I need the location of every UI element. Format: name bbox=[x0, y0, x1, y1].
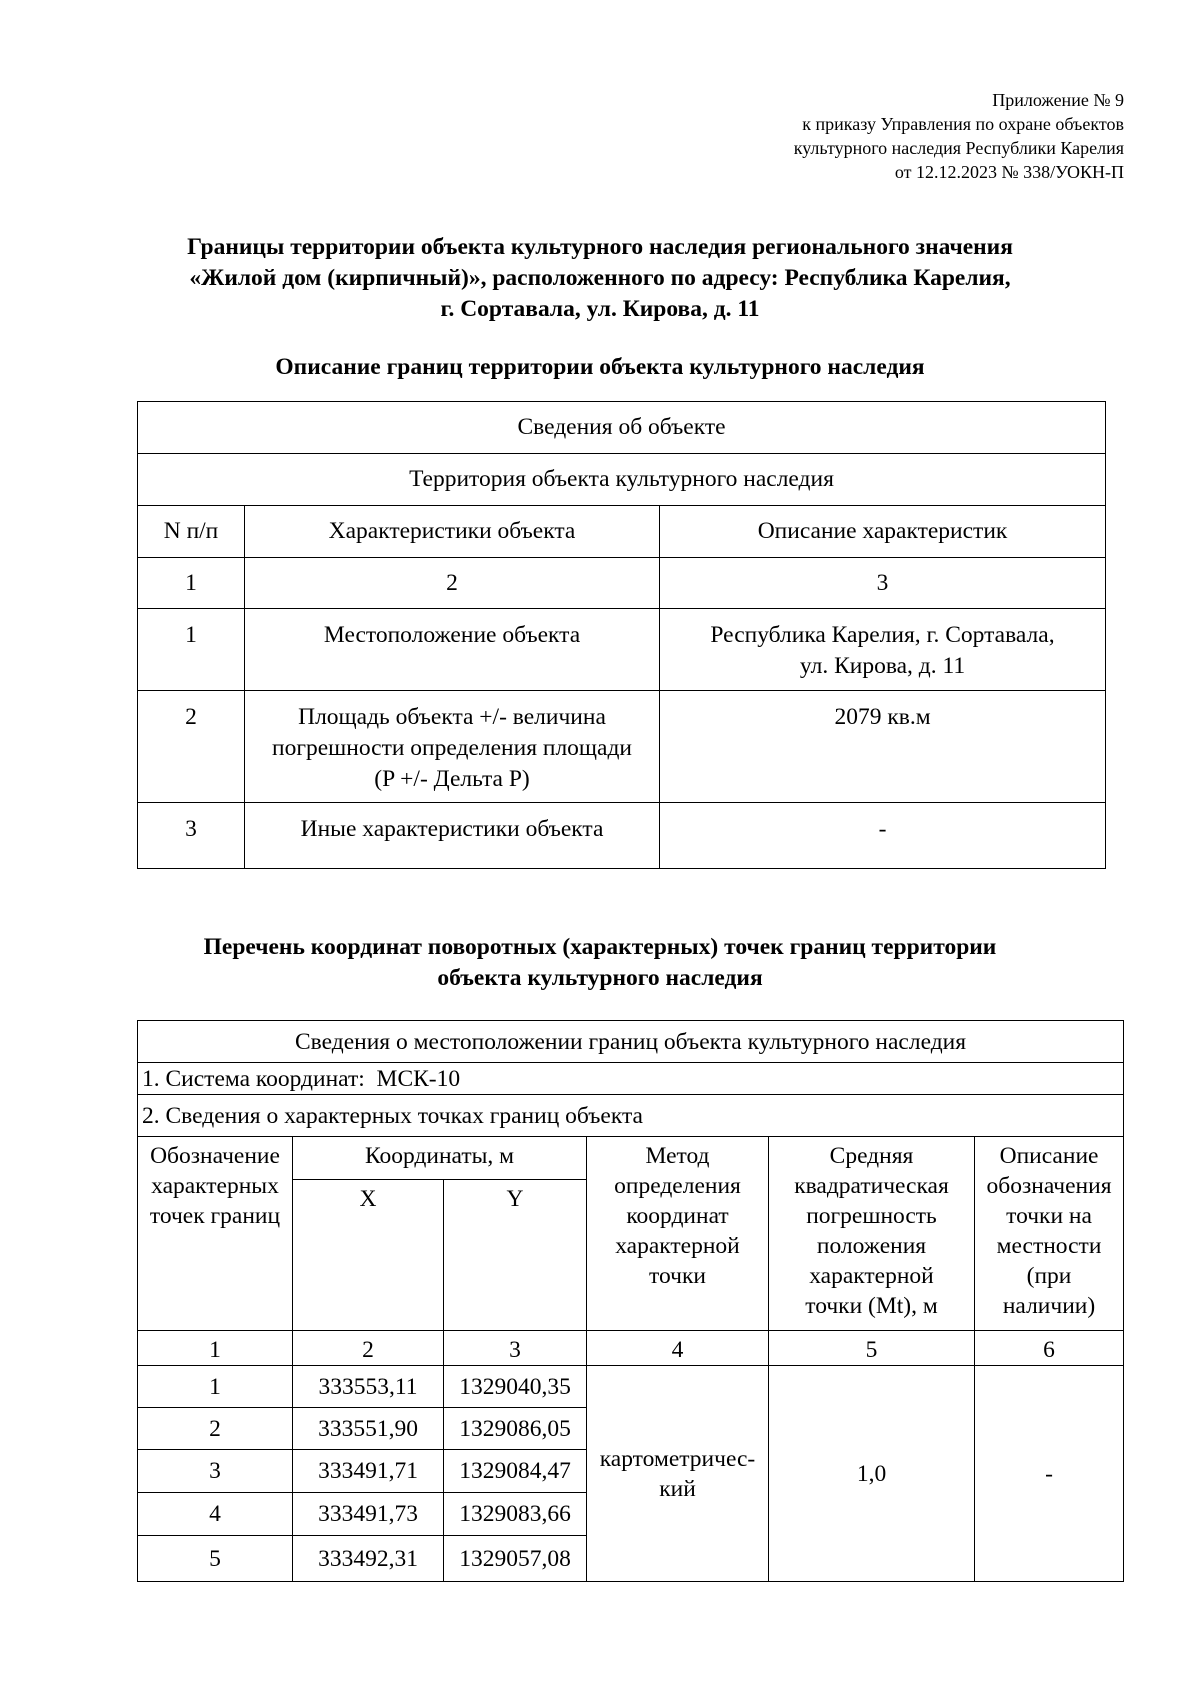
cell-line: обозначения bbox=[986, 1173, 1112, 1199]
table-row bbox=[138, 1331, 1124, 1366]
document-title bbox=[100, 232, 1100, 325]
column-number: 6 bbox=[975, 1331, 1124, 1366]
point-id: 1 bbox=[138, 1366, 293, 1408]
point-id: 2 bbox=[138, 1408, 293, 1450]
point-y: 1329057,08 bbox=[444, 1536, 587, 1582]
cell-line: Описание bbox=[999, 1143, 1099, 1169]
row-number: 1 bbox=[138, 609, 245, 691]
appendix-line: к приказу Управления по охране объектов bbox=[802, 114, 1124, 134]
cell-line: кий bbox=[659, 1475, 696, 1502]
title-line: объекта культурного наследия bbox=[437, 965, 763, 991]
cell-line: точки bbox=[649, 1263, 706, 1289]
column-number: 3 bbox=[660, 558, 1106, 609]
table-row bbox=[138, 803, 1106, 869]
object-info-table bbox=[137, 401, 1106, 869]
table-row bbox=[138, 1021, 1124, 1063]
column-number: 4 bbox=[587, 1331, 769, 1366]
table-row bbox=[138, 558, 1106, 609]
point-x: 333551,90 bbox=[293, 1408, 444, 1450]
cell-line: характерной bbox=[615, 1233, 740, 1259]
point-id: 5 bbox=[138, 1536, 293, 1582]
column-header-error bbox=[769, 1137, 975, 1331]
table-row bbox=[138, 454, 1106, 506]
table-row bbox=[138, 402, 1106, 454]
point-x: 333491,73 bbox=[293, 1493, 444, 1536]
row-number: 3 bbox=[138, 803, 245, 869]
point-description-cell: - bbox=[975, 1366, 1124, 1582]
title-line: Перечень координат поворотных (характерных) точек границ территории bbox=[203, 934, 997, 960]
column-header-y: Y bbox=[444, 1180, 587, 1331]
point-y: 1329084,47 bbox=[444, 1450, 587, 1493]
description-title: Описание границ территории объекта культурного наследия bbox=[275, 354, 925, 380]
cell-line: наличии) bbox=[1002, 1293, 1096, 1319]
coordinate-system-value: МСК-10 bbox=[376, 1065, 461, 1092]
appendix-line: от 12.12.2023 № 338/УОКН-П bbox=[894, 162, 1124, 182]
column-number: 5 bbox=[769, 1331, 975, 1366]
coordinates-table bbox=[137, 1020, 1124, 1582]
characteristic-cell: Местоположение объекта bbox=[245, 609, 660, 691]
coordinate-system bbox=[138, 1063, 1124, 1095]
table-row bbox=[138, 506, 1106, 558]
cell-line: картометричес- bbox=[599, 1445, 756, 1472]
table-row bbox=[138, 1063, 1124, 1095]
characteristic-cell: Иные характеристики объекта bbox=[245, 803, 660, 869]
points-section-label: 2. Сведения о характерных точках границ объекта bbox=[138, 1095, 1124, 1137]
point-x: 333492,31 bbox=[293, 1536, 444, 1582]
cell-line: (при bbox=[1026, 1263, 1072, 1289]
appendix-line: культурного наследия Республики Карелия bbox=[793, 138, 1124, 158]
cell-line: Республика Карелия, г. Сортавала, bbox=[710, 622, 1055, 648]
point-x: 333491,71 bbox=[293, 1450, 444, 1493]
error-cell: 1,0 bbox=[769, 1366, 975, 1582]
cell-line: координат bbox=[626, 1203, 729, 1229]
point-y: 1329083,66 bbox=[444, 1493, 587, 1536]
method-cell bbox=[587, 1366, 769, 1582]
cell-line: Обозначение bbox=[150, 1143, 280, 1169]
description-cell bbox=[660, 609, 1106, 691]
point-id: 4 bbox=[138, 1493, 293, 1536]
column-number: 3 bbox=[444, 1331, 587, 1366]
characteristic-cell bbox=[245, 691, 660, 803]
column-number: 2 bbox=[245, 558, 660, 609]
title-line: г. Сортавала, ул. Кирова, д. 11 bbox=[440, 296, 760, 322]
cell-line: Метод bbox=[645, 1143, 710, 1169]
column-number: 1 bbox=[138, 558, 245, 609]
table-row bbox=[138, 1095, 1124, 1137]
cell-line: характерных bbox=[151, 1173, 279, 1199]
table-subheader: Территория объекта культурного наследия bbox=[138, 454, 1106, 506]
column-number: 1 bbox=[138, 1331, 293, 1366]
column-header: N п/п bbox=[138, 506, 245, 558]
column-header-description bbox=[975, 1137, 1124, 1331]
table-row bbox=[138, 609, 1106, 691]
cell-line: местности bbox=[996, 1233, 1102, 1259]
point-id: 3 bbox=[138, 1450, 293, 1493]
appendix-line: Приложение № 9 bbox=[992, 90, 1124, 110]
column-header-x: X bbox=[293, 1180, 444, 1331]
column-header: Описание характеристик bbox=[660, 506, 1106, 558]
column-header-coordinates: Координаты, м bbox=[293, 1137, 587, 1180]
column-number: 2 bbox=[293, 1331, 444, 1366]
column-header-method bbox=[587, 1137, 769, 1331]
cell-line: ул. Кирова, д. 11 bbox=[799, 653, 966, 679]
cell-line: погрешности определения площади bbox=[272, 735, 632, 761]
cell-line: определения bbox=[614, 1173, 741, 1199]
description-cell: 2079 кв.м bbox=[660, 691, 1106, 803]
column-header: Характеристики объекта bbox=[245, 506, 660, 558]
cell-line: точки на bbox=[1006, 1203, 1092, 1229]
cell-line: положения bbox=[816, 1233, 927, 1259]
cell-line: точек границ bbox=[149, 1203, 281, 1229]
column-header-point bbox=[138, 1137, 293, 1331]
cell-line: погрешность bbox=[806, 1203, 937, 1229]
cell-line: Средняя bbox=[829, 1143, 914, 1169]
coordinate-system-label: 1. Система координат: bbox=[142, 1065, 365, 1092]
table-header: Сведения о местоположении границ объекта культурного наследия bbox=[138, 1021, 1124, 1063]
table-row bbox=[138, 1366, 1124, 1408]
point-x: 333553,11 bbox=[293, 1366, 444, 1408]
table-row bbox=[138, 1137, 1124, 1180]
point-y: 1329040,35 bbox=[444, 1366, 587, 1408]
coordinates-title bbox=[100, 932, 1100, 994]
appendix-reference bbox=[794, 88, 1124, 184]
cell-line: Площадь объекта +/- величина bbox=[298, 704, 606, 730]
table-row bbox=[138, 691, 1106, 803]
cell-line: характерной bbox=[809, 1263, 934, 1289]
cell-line: (P +/- Дельта P) bbox=[374, 766, 530, 792]
cell-line: квадратическая bbox=[794, 1173, 949, 1199]
point-y: 1329086,05 bbox=[444, 1408, 587, 1450]
title-line: Границы территории объекта культурного наследия регионального значения bbox=[187, 234, 1013, 260]
description-cell: - bbox=[660, 803, 1106, 869]
table-header: Сведения об объекте bbox=[138, 402, 1106, 454]
row-number: 2 bbox=[138, 691, 245, 803]
title-line: «Жилой дом (кирпичный)», расположенного по адресу: Республика Карелия, bbox=[189, 265, 1011, 291]
cell-line: точки (Mt), м bbox=[805, 1293, 938, 1319]
